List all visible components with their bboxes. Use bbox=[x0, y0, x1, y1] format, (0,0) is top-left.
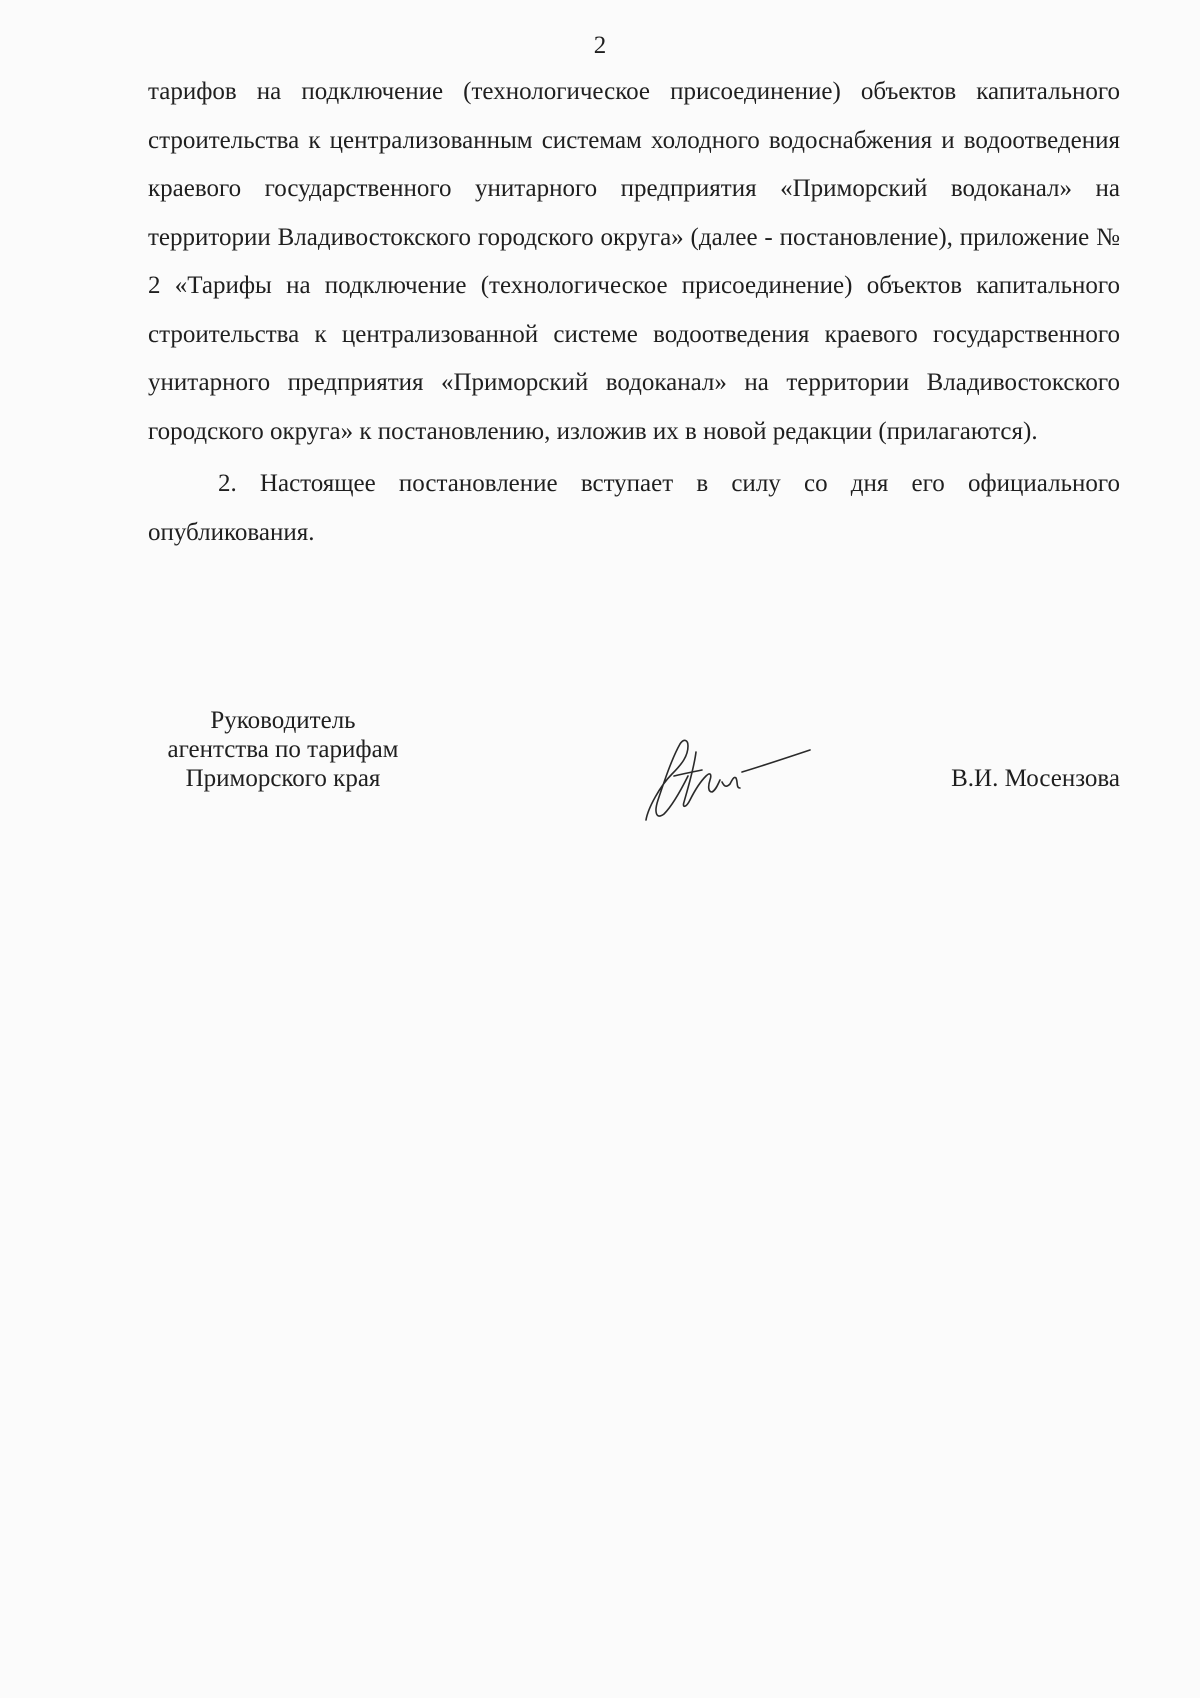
paragraph-effective-date: 2. Настоящее постановление вступает в силу со дня его официального опубликования. bbox=[148, 470, 1120, 546]
paragraph-continuation: тарифов на подключение (технологическое присоединение) объектов капитального строительства к централизованным системам холодного водоснабжения и водоотведения краевого государственного унитарного предприятия «Приморский водоканал» на территории Владивостокского городского округа» (далее - постановление), приложение № 2 «Тарифы на подключение (технологическое присоединение) объектов капитального строительства к централизованной системе водоотведения краевого государственного унитарного предприятия «Приморский водоканал» на территории Владивостокского городского округа» к постановлению, изложив их в новой редакции (прилагаются). bbox=[148, 78, 1120, 445]
signatory-name: В.И. Мосензова bbox=[951, 765, 1120, 792]
signature-block bbox=[148, 706, 1120, 836]
page-number: 2 bbox=[593, 32, 607, 59]
signatory-title-line: Приморского края bbox=[185, 765, 381, 792]
document-body bbox=[148, 68, 1120, 557]
handwritten-signature-icon bbox=[638, 716, 818, 826]
signatory-title bbox=[148, 706, 418, 793]
signatory-title-line: Руководитель bbox=[210, 707, 356, 734]
signatory-title-line: агентства по тарифам bbox=[167, 736, 399, 763]
